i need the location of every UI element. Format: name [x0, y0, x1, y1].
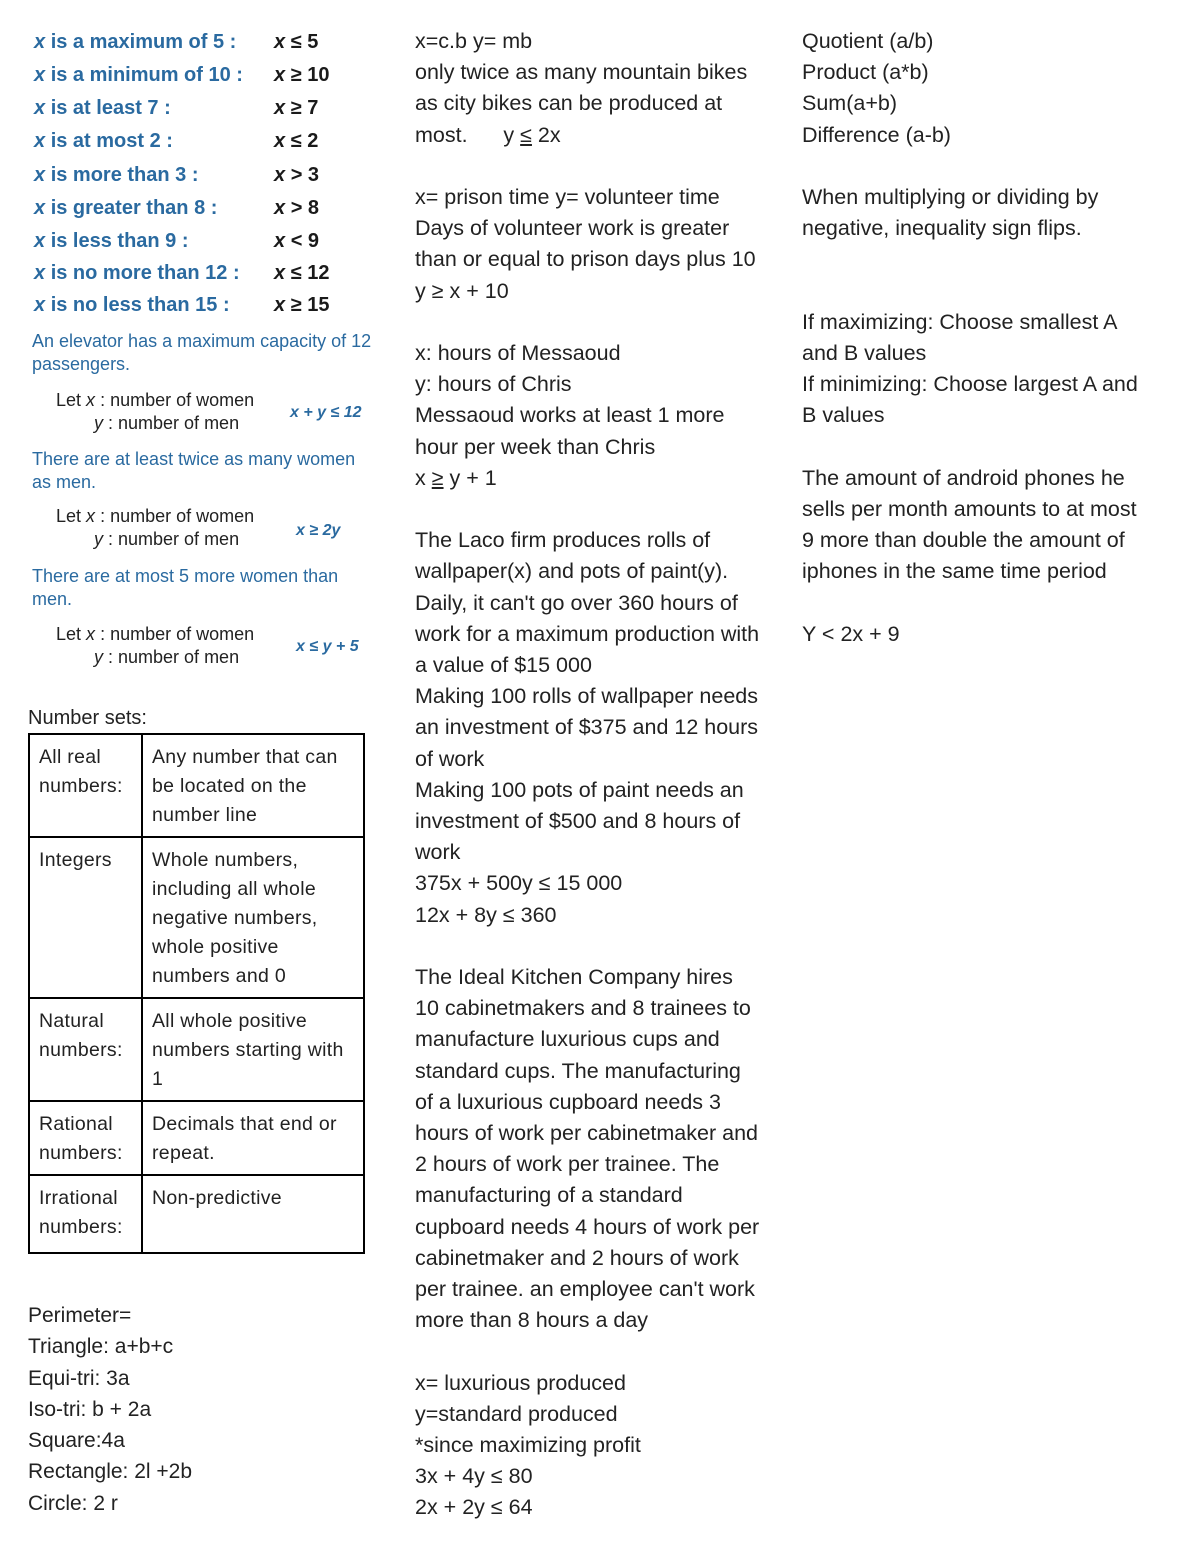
inequality-rule-sym-text: ≤ 5	[290, 31, 319, 53]
text-line: x= prison time y= volunteer time	[415, 185, 720, 209]
var-x: x	[274, 31, 286, 53]
inequality-rule-sym-text: ≤ 12	[290, 262, 330, 284]
var-x: x	[34, 97, 46, 119]
text-line: iphones in the same time period	[802, 559, 1107, 584]
text-line: hours of work per cabinetmaker and	[415, 1121, 758, 1146]
text-line: cabinetmaker and 2 hours of work	[415, 1245, 739, 1270]
text-line: 9 more than double the amount of	[802, 528, 1125, 553]
formula-twice: x ≥ 2y	[296, 522, 341, 539]
var-x: x	[86, 506, 96, 526]
var-x: x	[34, 230, 46, 252]
number-set-row	[29, 1101, 364, 1175]
text-line: an investment of $375 and 12 hours	[415, 715, 759, 740]
column-middle	[415, 26, 795, 1524]
text-line: manufacture luxurious cups and	[415, 1027, 720, 1052]
number-set-name: Integers	[29, 837, 142, 998]
formula-elevator: x + y ≤ 12	[290, 404, 362, 421]
var-x: x	[274, 197, 286, 219]
var-x: x	[274, 262, 286, 284]
column-right	[802, 26, 1187, 650]
inequality-rule-sym-text: > 3	[290, 164, 320, 186]
example-let-atmost	[56, 623, 254, 669]
inequality-rule-symbol	[274, 31, 318, 54]
inequality-rule-desc	[34, 97, 171, 119]
hours-problem	[415, 338, 795, 463]
phones-formula: Y < 2x + 9	[802, 621, 900, 646]
inequality-rule-text: is no more than 12 :	[50, 262, 240, 284]
prison-problem	[415, 182, 795, 307]
var-x: x	[86, 624, 96, 644]
var-x: x	[34, 164, 46, 186]
text-line: 12x + 8y ≤ 360	[415, 902, 557, 927]
inequality-rule-desc	[34, 197, 217, 219]
inequality-rule	[34, 230, 320, 253]
number-set-definition: Non-predictive	[142, 1175, 364, 1253]
inequality-rule-text: is greater than 8 :	[50, 197, 218, 219]
perimeter-line: Iso-tri: b + 2a	[28, 1397, 152, 1421]
operation-line: Product (a*b)	[802, 60, 929, 85]
inequality-rule-desc	[34, 262, 240, 284]
example-statement-twice: There are at least twice as many women as men.	[32, 449, 356, 492]
text-line: 10 cabinetmakers and 8 trainees to	[415, 996, 751, 1021]
inequality-rule-symbol	[274, 294, 329, 317]
perimeter-title: Perimeter=	[28, 1304, 132, 1327]
text-line: B values	[802, 403, 885, 428]
text-line: 3x + 4y ≤ 80	[415, 1464, 533, 1489]
number-set-row	[29, 734, 364, 837]
inequality-rule-text: is less than 9 :	[50, 230, 189, 252]
text-line: If maximizing: Choose smallest A	[802, 309, 1118, 334]
number-set-row	[29, 837, 364, 998]
perimeter-section	[28, 1300, 192, 1519]
let-y-def: : number of men	[108, 647, 240, 667]
text-line: Days of volunteer work is greater	[415, 216, 730, 241]
text-line: hour per week than Chris	[415, 434, 656, 459]
text-line: more than 8 hours a day	[415, 1308, 649, 1333]
inequality-rule-sym-text: > 8	[290, 197, 320, 219]
inequality-rule-text: is more than 3 :	[50, 164, 199, 186]
text-line: 2 hours of work per trainee. The	[415, 1152, 720, 1177]
bikes-ineq-tail: 2x	[531, 122, 561, 147]
let-y-def: : number of men	[108, 413, 240, 433]
formula-atmost: x ≤ y + 5	[296, 638, 359, 655]
optimizing-rules	[802, 307, 1187, 432]
var-x: x	[86, 390, 96, 410]
number-set-name: Natural numbers:	[29, 998, 142, 1101]
let-word: Let	[56, 624, 82, 644]
number-set-name: Irrational numbers:	[29, 1175, 142, 1253]
inequality-rule-desc	[34, 64, 243, 86]
text-line: Making 100 pots of paint needs an	[415, 777, 744, 802]
hours-ineq-text: x	[415, 465, 432, 490]
bikes-ineq-text: most. y	[415, 122, 521, 147]
text-line: Making 100 rolls of wallpaper needs	[415, 684, 759, 709]
example-let-elevator	[56, 389, 254, 435]
let-x-def: : number of women	[100, 506, 255, 526]
example-statement-atmost: There are at most 5 more women than men.	[32, 566, 339, 609]
number-set-name: All real numbers:	[29, 734, 142, 837]
perimeter-line: Circle: 2 r	[28, 1491, 118, 1515]
text-line: The Laco firm produces rolls of	[415, 528, 711, 553]
inequality-rule	[34, 164, 320, 187]
text-line: work for a maximum production with	[415, 621, 760, 646]
text-line: cupboard needs 4 hours of work per	[415, 1214, 760, 1239]
var-x: x	[34, 130, 46, 152]
inequality-rule	[34, 294, 330, 317]
text-line: 2x + 2y ≤ 64	[415, 1495, 533, 1520]
perimeter-line: Triangle: a+b+c	[28, 1335, 174, 1359]
perimeter-line: Square:4a	[28, 1429, 125, 1453]
inequality-rule-sym-text: ≥ 10	[290, 64, 330, 86]
var-x: x	[34, 197, 46, 219]
text-line: y ≥ x + 10	[415, 278, 509, 303]
hours-ineq-tail: y + 1	[443, 465, 497, 490]
inequality-rule-symbol	[274, 164, 319, 187]
inequality-rule-text: is at most 2 :	[50, 130, 173, 152]
inequality-rule-desc	[34, 164, 199, 186]
number-set-row	[29, 998, 364, 1101]
inequality-rule	[34, 197, 320, 220]
number-sets-title: Number sets:	[28, 707, 147, 729]
var-x: x	[274, 294, 286, 316]
text-line: standard cups. The manufacturing	[415, 1058, 741, 1083]
text-line: x: hours of Messaoud	[415, 341, 621, 365]
text-line: When multiplying or dividing by	[802, 185, 1099, 209]
var-x: x	[34, 262, 46, 284]
operation-line: Difference (a-b)	[802, 122, 951, 147]
inequality-rule-sym-text: ≥ 7	[290, 97, 319, 119]
inequality-rule-desc	[34, 31, 236, 53]
number-set-definition: Whole numbers, including all whole negative numbers, whole positive numbers and 0	[142, 837, 364, 998]
inequality-rule-text: is at least 7 :	[50, 97, 171, 119]
inequality-rule-sym-text: ≤ 2	[290, 130, 319, 152]
operation-line: Quotient (a/b)	[802, 29, 934, 53]
number-sets-table	[28, 733, 365, 1254]
var-x: x	[34, 64, 46, 86]
hours-inequality	[415, 463, 795, 494]
var-y: y	[94, 647, 103, 667]
kitchen-solution	[415, 1368, 795, 1524]
number-set-definition: All whole positive numbers starting with 1	[142, 998, 364, 1101]
flip-rule	[802, 182, 1187, 244]
inequality-rule-desc	[34, 130, 173, 152]
operation-line: Sum(a+b)	[802, 91, 897, 116]
text-line: work	[415, 840, 461, 865]
text-line: x= luxurious produced	[415, 1370, 626, 1395]
text-line: investment of $500 and 8 hours of	[415, 809, 741, 834]
let-x-def: : number of women	[100, 624, 255, 644]
kitchen-problem	[415, 962, 795, 1336]
var-x: x	[274, 164, 286, 186]
inequality-rule-text: is a minimum of 10 :	[50, 64, 243, 86]
inequality-rule-text: is no less than 15 :	[50, 294, 230, 316]
var-x: x	[274, 130, 286, 152]
inequality-rule-symbol	[274, 262, 329, 285]
text-line: Messaoud works at least 1 more	[415, 403, 725, 428]
let-y-def: : number of men	[108, 529, 240, 549]
bikes-problem	[415, 26, 795, 120]
hours-ineq-sym: ≥	[431, 465, 444, 490]
example-let-twice	[56, 505, 254, 551]
text-line: of a luxurious cupboard needs 3	[415, 1089, 721, 1114]
bikes-inequality	[415, 120, 795, 151]
text-line: and B values	[802, 340, 927, 365]
let-word: Let	[56, 390, 82, 410]
inequality-rule-symbol	[274, 97, 318, 120]
var-x: x	[274, 97, 286, 119]
text-line: x=c.b y= mb	[415, 29, 533, 53]
inequality-rule-symbol	[274, 64, 329, 87]
text-line: sells per month amounts to at most	[802, 496, 1137, 521]
inequality-rule-desc	[34, 294, 230, 316]
text-line: 375x + 500y ≤ 15 000	[415, 871, 623, 896]
operations-list	[802, 26, 1187, 151]
inequality-rule	[34, 262, 330, 285]
var-y: y	[94, 413, 103, 433]
inequality-rule	[34, 31, 319, 54]
var-x: x	[34, 294, 46, 316]
perimeter-line: Equi-tri: 3a	[28, 1366, 130, 1390]
perimeter-line: Rectangle: 2l +2b	[28, 1460, 193, 1484]
var-x: x	[274, 64, 286, 86]
laco-problem	[415, 525, 795, 931]
inequality-rule-text: is a maximum of 5 :	[50, 31, 237, 53]
text-line: per trainee. an employee can't work	[415, 1277, 755, 1302]
phones-problem	[802, 463, 1187, 588]
text-line: The amount of android phones he	[802, 465, 1125, 490]
inequality-rule	[34, 130, 319, 153]
inequality-rule	[34, 64, 330, 87]
text-line: The Ideal Kitchen Company hires	[415, 965, 733, 990]
inequality-rule-sym-text: ≥ 15	[290, 294, 330, 316]
text-line: If minimizing: Choose largest A and	[802, 372, 1138, 397]
let-x-def: : number of women	[100, 390, 255, 410]
number-set-row	[29, 1175, 364, 1253]
text-line: wallpaper(x) and pots of paint(y).	[415, 559, 729, 584]
text-line: y: hours of Chris	[415, 372, 572, 397]
text-line: negative, inequality sign flips.	[802, 216, 1082, 241]
var-x: x	[274, 230, 286, 252]
text-line: *since maximizing profit	[415, 1433, 641, 1458]
example-statement-elevator: An elevator has a maximum capacity of 12 passengers.	[32, 331, 372, 374]
number-set-definition: Decimals that end or repeat.	[142, 1101, 364, 1175]
var-x: x	[34, 31, 46, 53]
text-line: as city bikes can be produced at	[415, 91, 723, 116]
number-set-definition: Any number that can be located on the number line	[142, 734, 364, 837]
var-y: y	[94, 529, 103, 549]
inequality-rule	[34, 97, 319, 120]
text-line: Daily, it can't go over 360 hours of	[415, 590, 738, 615]
text-line: of work	[415, 746, 485, 771]
text-line: y=standard produced	[415, 1401, 618, 1426]
inequality-rule-desc	[34, 230, 189, 252]
bikes-ineq-sym: ≤	[520, 122, 532, 147]
text-line: manufacturing of a standard	[415, 1183, 683, 1208]
inequality-rule-symbol	[274, 197, 319, 220]
text-line: than or equal to prison days plus 10	[415, 247, 756, 272]
let-word: Let	[56, 506, 82, 526]
text-line: a value of $15 000	[415, 653, 592, 678]
text-line: only twice as many mountain bikes	[415, 60, 748, 85]
number-set-name: Rational numbers:	[29, 1101, 142, 1175]
inequality-rule-symbol	[274, 130, 318, 153]
inequality-rule-symbol	[274, 230, 319, 253]
inequality-rule-sym-text: < 9	[290, 230, 320, 252]
